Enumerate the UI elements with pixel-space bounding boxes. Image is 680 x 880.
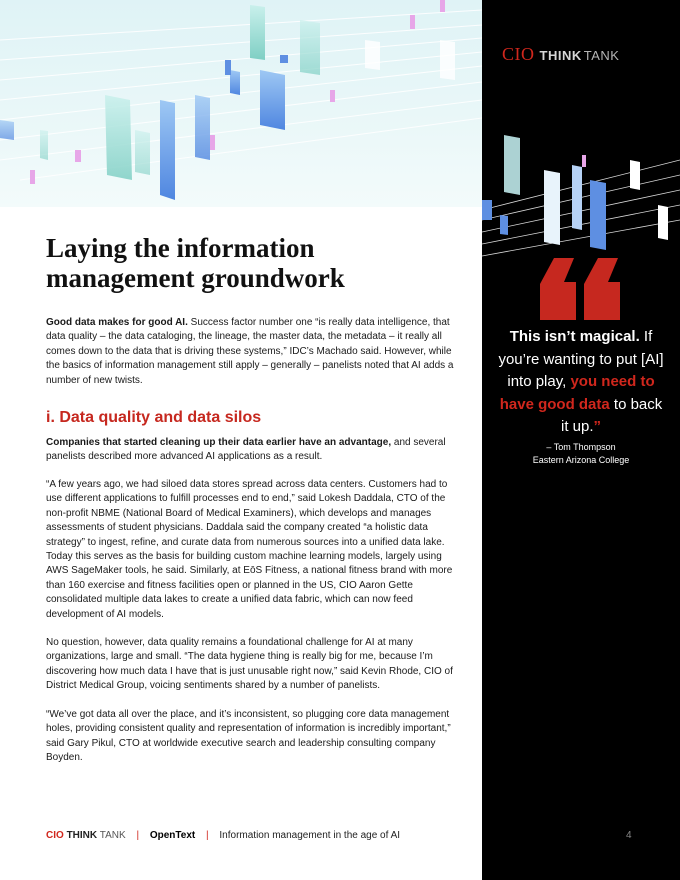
footer-think: THINK [66,830,98,841]
quote-end: to back it up. [560,395,663,435]
footer-separator: | [136,830,140,841]
intro-lead: Good data makes for good AI. [46,317,188,328]
pull-quote [496,326,666,439]
attribution-name: – Tom Thompson [546,442,616,452]
opentext-logo: OpenText [149,830,196,841]
intro-paragraph [46,316,462,388]
cio-think-tank-logo [502,44,619,65]
data-panels-graphic [0,0,482,207]
page-title: Laying the information management groundwork [46,233,345,293]
brand-tank: TANK [583,48,620,63]
footer-cio: CIO [46,830,64,841]
page-footer [46,830,400,841]
footer-caption: Information management in the age of AI [219,830,401,841]
page-number: 4 [626,830,632,841]
quote-attribution [496,441,666,467]
brand-think: THINK [539,48,582,63]
intro-text: Success factor number one “is really data intelligence, that data quality – the data cataloging, the lineage, the master data, the metadata – it really all comes down to the data that is driving these systems,” IDC’s Machado said. However, while the basics of information management still apply – generally – panelists noted that AI adds a number of new twists. [46,317,454,386]
quote-strong: This isn’t magical. [509,328,640,345]
brand-cio: CIO [502,44,535,64]
section-lead-paragraph [46,436,462,465]
body-paragraph: No question, however, data quality remains a foundational challenge for AI at many organizations, large and small. “The data hygiene thing is really big for me, because I’m discovering how much data I have that is just unusable right now,” said Kevin Rhode, CIO of District Medical Group, voicing sentiments shared by a number of panelists. [46,637,453,692]
section-heading: i. Data quality and data silos [46,409,262,426]
section-lead-text: and several panelists described more advanced AI applications as a result. [46,437,446,463]
attribution-org: Eastern Arizona College [532,455,630,465]
body-paragraph: “We’ve got data all over the place, and it’s inconsistent, so plugging core data management holes, providing consistent quality and representation of information is incredibly important,” said Gary Pikul, CTO at worldwide executive search and leadership consulting company Boyden. [46,709,451,764]
section-lead-bold: Companies that started cleaning up their data earlier have an advantage, [46,437,392,448]
hero-illustration [0,0,482,207]
footer-tank: TANK [99,830,126,841]
footer-separator: | [206,830,209,841]
quote-emphasis: you need to have good data [499,373,655,413]
body-paragraph: “A few years ago, we had siloed data stores spread across data centers. Customers had to use different applications to fulfill processes end to end,” said Lokesh Daddala, CTO of the non-profit NBME (National Board of Medical Examiners), which develops and manages assessments of student physicians. Daddala said the company created “a holistic data strategy” to ingest, refine, and curate data from numerous sources into a unified data lake. Today this serves as the basis for building custom machine learning models, largely using AWS SageMaker tools, he said. Similarly, at EōS Fitness, a national fitness brand with more than 160 exercise and fitness facilities open or planned in the US, CIO Aaron Gette consolidated multiple data lakes to create a unified data fabric, which can now feed development of AI models. [46,479,453,620]
quote-mark-icon [540,258,620,320]
quote-plain: If you’re wanting to put [AI] into play, [498,328,664,390]
quote-close: ” [593,418,602,435]
sidebar-panel [482,0,680,880]
